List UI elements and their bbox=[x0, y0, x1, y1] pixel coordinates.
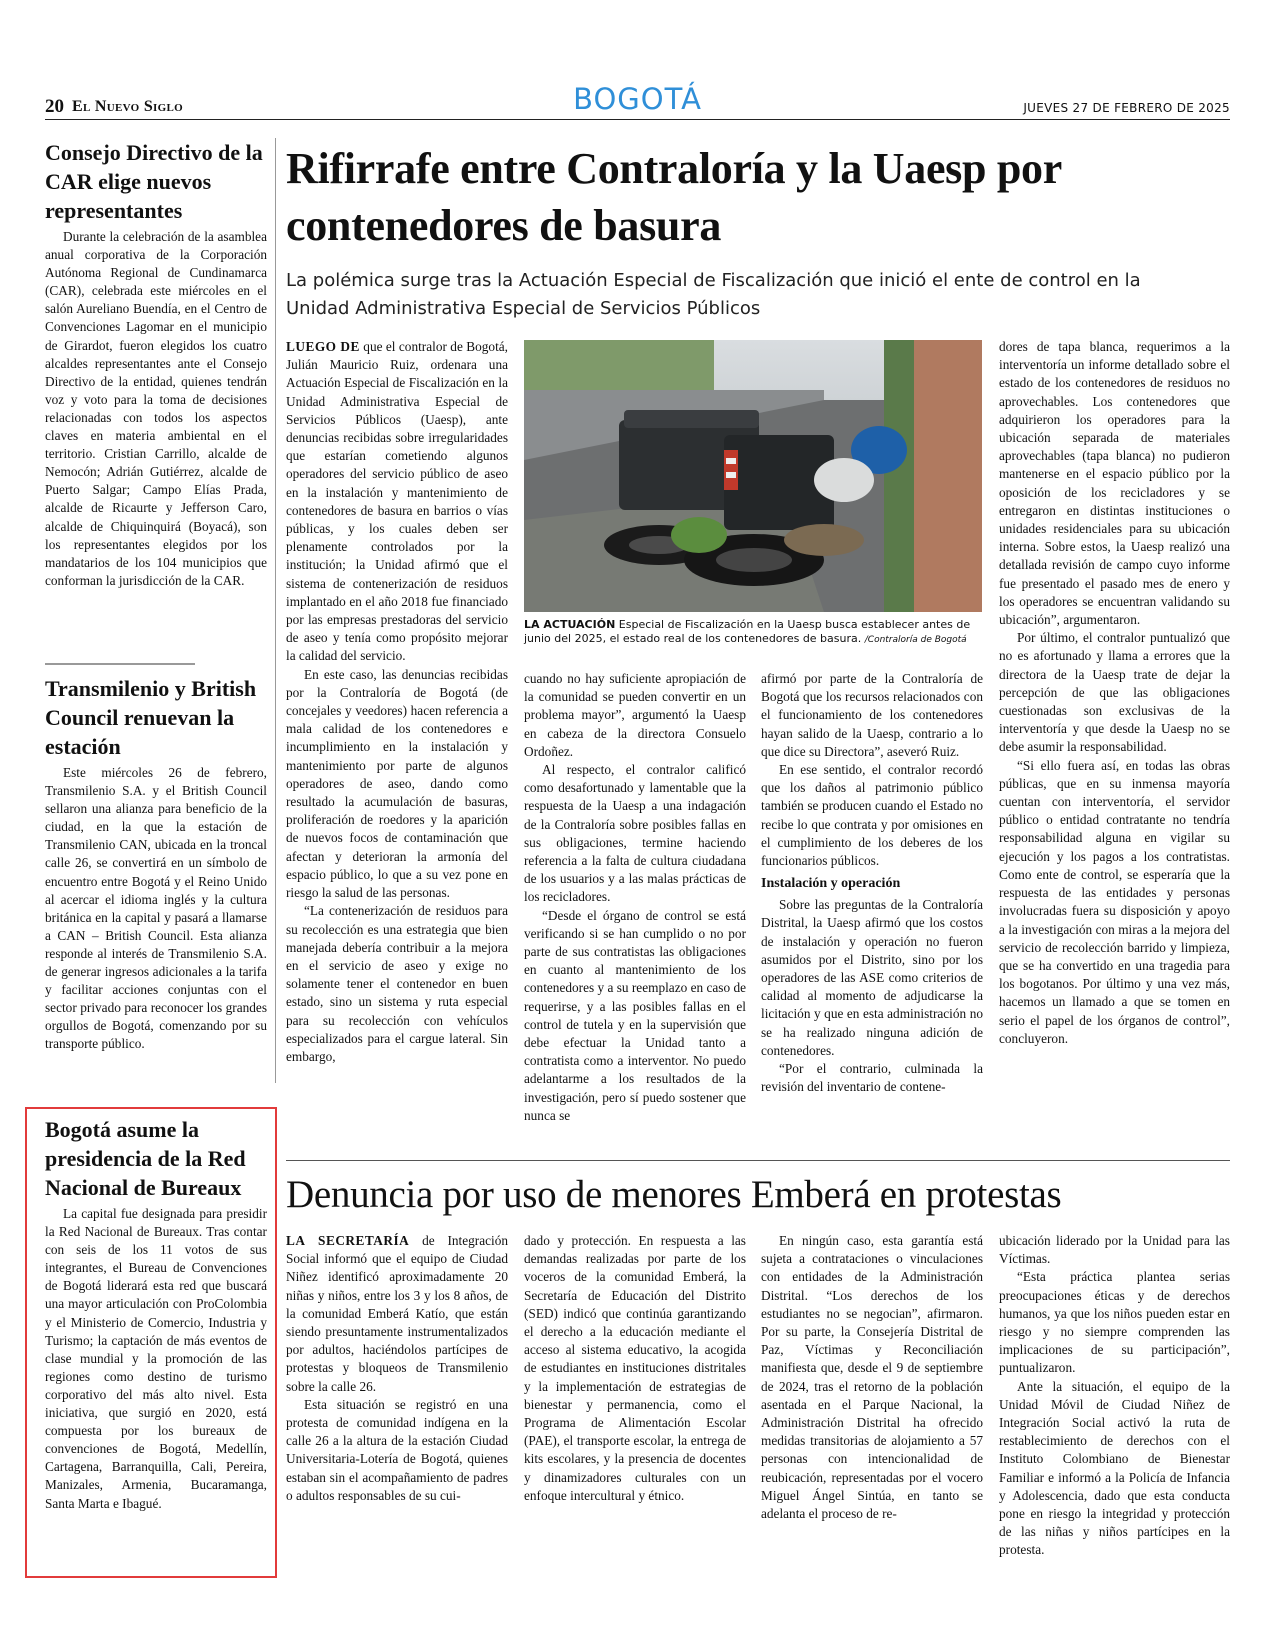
sidebar-story-body: Durante la celebración de la asamblea anual corporativa de la Corporación Autónoma Regional de Cundinamarca (CAR), celebrada este miércoles en el salón Aureliano Buendía, en el Centro de Convenciones Lagomar en el municipio de Girardot, fueron elegidos los cuatro alcaldes representantes ante el Consejo Directivo de la entidad, quienes tendrán voz y voto para la toma de decisiones relacionadas con todos los aspectos claves en materia ambiental en el territorio. Cristian Carrillo, alcalde de Nemocón; Adrián Gutiérrez, alcalde de Puerto Salgar; Campo Elías Prada, alcalde de Ricaurte y Jefferson Caro, alcalde de Chiquinquirá (Boyacá), son los representantes elegidos por los mandatarios de los 104 municipios que conforman la jurisdicción de la CAR. bbox=[45, 229, 267, 588]
main-column-2 bbox=[524, 670, 746, 1125]
sidebar-story-car bbox=[45, 138, 267, 590]
main-subheadline: La polémica surge tras la Actuación Especial de Fiscalización que inició el ente de control en la Unidad Administrativa Especial de Servicios Públicos bbox=[286, 270, 1141, 319]
second-headline: Denuncia por uso de menores Emberá en protestas bbox=[286, 1173, 1062, 1216]
paragraph: En este caso, las denuncias recibidas por la Contraloría de Bogotá (de concejales y veedores) hacen referencia a mala calidad de los contenedores e incumplimiento en la instalación y mantenimiento por parte de algunos operadores de aseo, dando como resultado la acumulación de basuras, proliferación de roedores y la aparición de nuevos focos de contaminación que afectan y deterioran la armonía del espacio público, lo que a su vez pone en riesgo la salud de las personas. bbox=[286, 666, 508, 901]
paragraph: ubicación liderado por la Unidad para las Víctimas. bbox=[999, 1233, 1230, 1267]
paragraph: LA SECRETARÍA de Integración Social informó que el equipo de Ciudad Niñez identificó aproximadamente 20 niñas y niños, entre los 3 y los 8 años, de la comunidad Emberá Katío, que están siendo presuntamente instrumentalizados por adultos, haciéndolos partícipes de protestas y bloqueos de Transmilenio sobre la calle 26. bbox=[286, 1233, 508, 1394]
article-subhead: Instalación y operación bbox=[761, 876, 901, 892]
caption-text: Especial de Fiscalización en la Uaesp busca establecer antes de junio del 2025, el estado real de los contenedores de basura. bbox=[524, 618, 971, 645]
column-divider bbox=[275, 138, 276, 1083]
paragraph: “Por el contrario, culminada la revisión del inventario de contene- bbox=[761, 1061, 983, 1095]
issue-date: JUEVES 27 DE FEBRERO DE 2025 bbox=[1023, 101, 1230, 115]
paragraph: Por último, el contralor puntualizó que no es afortunado y llama a errores que la directora de la Uaesp trate de dejar la percepción de que las obligaciones cuestionadas son exclusivas de la interventoría y que desde la Uaesp no se debe asumir la responsabilidad. bbox=[999, 630, 1230, 755]
paragraph: “La contenerización de residuos para su recolección es una estrategia que bien manejada debería contribuir a la mejora en el servicio de aseo y exige no solamente tener el contenedor en buen estado, sino un sistema y ruta especial para su recolección con vehículos especializados para el cargue lateral. Sin embargo, bbox=[286, 903, 508, 1064]
sidebar-story-title: Bogotá asume la presidencia de la Red Nacional de Bureaux bbox=[45, 1117, 246, 1200]
lead-word: LUEGO DE bbox=[286, 339, 360, 354]
second-column-1 bbox=[286, 1232, 508, 1505]
lead-word: LA SECRETARÍA bbox=[286, 1233, 410, 1248]
second-column-3 bbox=[761, 1232, 983, 1523]
paragraph: Sobre las preguntas de la Contraloría Distrital, la Uaesp afirmó que los costos de instalación y operación no fueron asumidos por el Distrito, sino por los operadores de las ASE como criterios de calidad al momento de adjudicarse la licitación y que en esta administración no se ha realizado ninguna adición de contenedores. bbox=[761, 897, 983, 1058]
photo-credit: /Contraloría de Bogotá bbox=[864, 635, 967, 645]
paragraph: En ningún caso, esta garantía está sujeta a contrataciones o vinculaciones con entidades de la Administración Distrital. “Los derechos de los estudiantes no se negocian”, afirmaron. Por su parte, la Consejería Distrital de Paz, Víctimas y Reconciliación manifiesta que, desde el 9 de septiembre de 2024, tras el retorno de la población asentada en el Parque Nacional, la Administración Distrital ha ofrecido medidas transitorias de alojamiento a 57 personas con intencionalidad de reubicación, representadas por el vocero Miguel Ángel Sintúa, en tanto se adelanta el proceso de re- bbox=[761, 1233, 983, 1522]
paragraph: cuando no hay suficiente apropiación de la comunidad se pueden convertir en un problema mayor”, argumentó la Uaesp en cabeza de la directora Consuelo Ordoñez. bbox=[524, 671, 746, 759]
paragraph: “Si ello fuera así, en todas las obras públicas, que en su inmensa mayoría cuentan con interventoría, el servidor público o entidad contratante no tendría responsabilidad alguna en vigilar su ejecución y los pagos a los contratistas. Como ente de control, se esperaría que la respuesta de las entidades y personas involucradas fuera su disposición y apoyo a la investigación con miras a la mejora del servicio de recolección barrido y limpieza, que se ha convertido en una tragedia para los bogotanos. Por último y una vez más, hacemos un llamado a que se tomen en serio el papel de los órganos de control”, concluyeron. bbox=[999, 757, 1230, 1046]
paragraph: LUEGO DE que el contralor de Bogotá, Julián Mauricio Ruiz, ordenara una Actuación Especial de Fiscalización en la Unidad Administrativa Especial de Servicios Públicos (Uaesp), ante denuncias recibidas sobre irregularidades que estarían cometiendo algunos operadores del servicio público de aseo en la instalación y mantenimiento de contenedores de basura en barrios o vías públicas, y los cuales deben ser plenamente controlados por la institución; la Unidad afirmó que el sistema de contenerización de residuos implantado en el año 2018 fue financiado por las empresas prestadoras del servicio de aseo y tenía como propósito mejorar la calidad del servicio. bbox=[286, 339, 508, 664]
article-divider bbox=[286, 1160, 1230, 1161]
photo-caption bbox=[524, 618, 982, 647]
main-column-3 bbox=[761, 670, 983, 1096]
main-headline: Rifirrafe entre Contraloría y la Uaesp por contenedores de basura bbox=[286, 144, 1062, 250]
news-photo bbox=[524, 340, 982, 612]
sidebar-story-title: Transmilenio y British Council renuevan la estación bbox=[45, 676, 257, 759]
sidebar-divider bbox=[45, 663, 195, 665]
section-title: BOGOTÁ bbox=[573, 82, 702, 116]
paragraph: “Desde el órgano de control se está verificando si se han cumplido o no por parte de sus contratistas las obligaciones en cuanto al mantenimiento de los contenedores y a su reemplazo en caso de requerirse, y a las posibles fallas en el control de tutela y en la supervisión que debe efectuar la Unidad tanto a contratista como a interventor. No puedo adelantarme a los resultados de la investigación, pero sí puedo sostener que nunca se bbox=[524, 907, 746, 1123]
paragraph: Al respecto, el contralor calificó como desafortunado y lamentable que la respuesta de la Uaesp a una indagación de la Contraloría sobre posibles fallas en sus obligaciones, termine haciendo referencia a la falta de cultura ciudadana de los usuarios y a las malas prácticas de los recicladores. bbox=[524, 762, 746, 905]
paragraph: Esta situación se registró en una protesta de comunidad indígena en la calle 26 a la altura de la estación Ciudad Universitaria-Lotería de Bogotá, quienes estaban sin el acompañamiento de padres o adultos responsables de su cui- bbox=[286, 1396, 508, 1503]
paragraph: dado y protección. En respuesta a las demandas realizadas por parte de los voceros de la comunidad Emberá, la Secretaría de Educación del Distrito (SED) indicó que continúa garantizando el derecho a la educación mediante el acceso al sistema educativo, la acogida de estudiantes en instituciones distritales y la implementación de estrategias de bienestar y permanencia, como el Programa de Alimentación Escolar (PAE), el transporte escolar, la entrega de kits escolares, y la presencia de docentes y dinamizadores culturales con un enfoque intercultural y étnico. bbox=[524, 1233, 746, 1503]
main-column-4 bbox=[999, 338, 1230, 1048]
caption-lead: LA ACTUACIÓN bbox=[524, 618, 616, 631]
newspaper-name: El Nuevo Siglo bbox=[72, 98, 183, 115]
paragraph: “Esta práctica plantea serias preocupaciones éticas y de derechos humanos, ya que los niños pueden estar en riesgo y no siempre comprenden las implicaciones de su participación”, puntualizaron. bbox=[999, 1269, 1230, 1376]
header-rule bbox=[45, 119, 1230, 120]
sidebar-story-body: La capital fue designada para presidir la Red Nacional de Bureaux. Tras contar con seis de los 11 votos de sus integrantes, el Bureau de Convenciones de Bogotá liderará esta red que buscará una mayor articulación con ProColombia y el Ministerio de Comercio, Industria y Turismo; la captación de más eventos de clase mundial y la promoción de las regiones como destino de turismo corporativo del más alto nivel. Esta iniciativa, que surgió en 2020, está compuesta por los bureaux de convenciones de Bogotá, Medellín, Cartagena, Barranquilla, Cali, Pereira, Manizales, Armenia, Bucaramanga, Santa Marta e Ibagué. bbox=[45, 1206, 267, 1511]
sidebar-story-transmilenio bbox=[45, 674, 267, 1054]
sidebar-story-body: Este miércoles 26 de febrero, Transmilenio S.A. y el British Council sellaron una alianza para beneficio de la ciudad, en la que la estación de Transmilenio CAN, ubicada en la troncal calle 26, se convertirá en un símbolo de encuentro entre Bogotá y el Reino Unido al acercar el idioma inglés y la cultura británica en la capital y pasará a llamarse a CAN – British Council. Esta alianza responde al interés de Transmilenio S.A. de generar ingresos adicionales a la tarifa y facilitar acciones conjuntas con el sector privado para reconocer los grandes orgullos de Bogotá, comenzando por su transporte público. bbox=[45, 765, 267, 1052]
paragraph: En ese sentido, el contralor recordó que los daños al patrimonio público también se producen cuando el Estado no recibe lo que contrata y por omisiones en el cumplimiento de los deberes de los funcionarios públicos. bbox=[761, 762, 983, 869]
page-number: 20 bbox=[45, 96, 64, 117]
sidebar-story-title: Consejo Directivo de la CAR elige nuevos representantes bbox=[45, 140, 263, 223]
second-column-4 bbox=[999, 1232, 1230, 1560]
paragraph: Ante la situación, el equipo de la Unidad Móvil de Ciudad Niñez de Integración Social activó la ruta de restablecimiento de derechos con el Instituto Colombiano de Bienestar Familiar e informó a la Policía de Infancia y Adolescencia, dado que esta conducta pone en riesgo la integridad y protección de las niñas y niños partícipes en la protesta. bbox=[999, 1378, 1230, 1558]
paragraph: dores de tapa blanca, requerimos a la interventoría un informe detallado sobre el estado de los contenedores de residuos no aprovechables. Los contenedores que adquirieron los operadores para la ubicación separada de materiales aprovechables (tapa blanca) no pudieron mantenerse en el espacio público por la oposición de los recicladores y se entregaron en distintas instituciones o unidades residenciales para su ubicación interna. Sobre estos, la Uaesp realizó una detallada revisión de campo cuyo informe fue presentado el pasado mes de enero y los operadores se encuentran validando su ubicación”, argumentaron. bbox=[999, 339, 1230, 628]
containers-photo-illustration bbox=[524, 340, 982, 612]
paragraph: afirmó por parte de la Contraloría de Bogotá que los recursos relacionados con el funcionamiento de los contenedores hayan salido de la Uaesp, contrario a lo que dice su Directora”, aseveró Ruiz. bbox=[761, 671, 983, 759]
main-column-1 bbox=[286, 338, 508, 1066]
sidebar-story-bureaux bbox=[45, 1115, 267, 1513]
second-column-2 bbox=[524, 1232, 746, 1505]
